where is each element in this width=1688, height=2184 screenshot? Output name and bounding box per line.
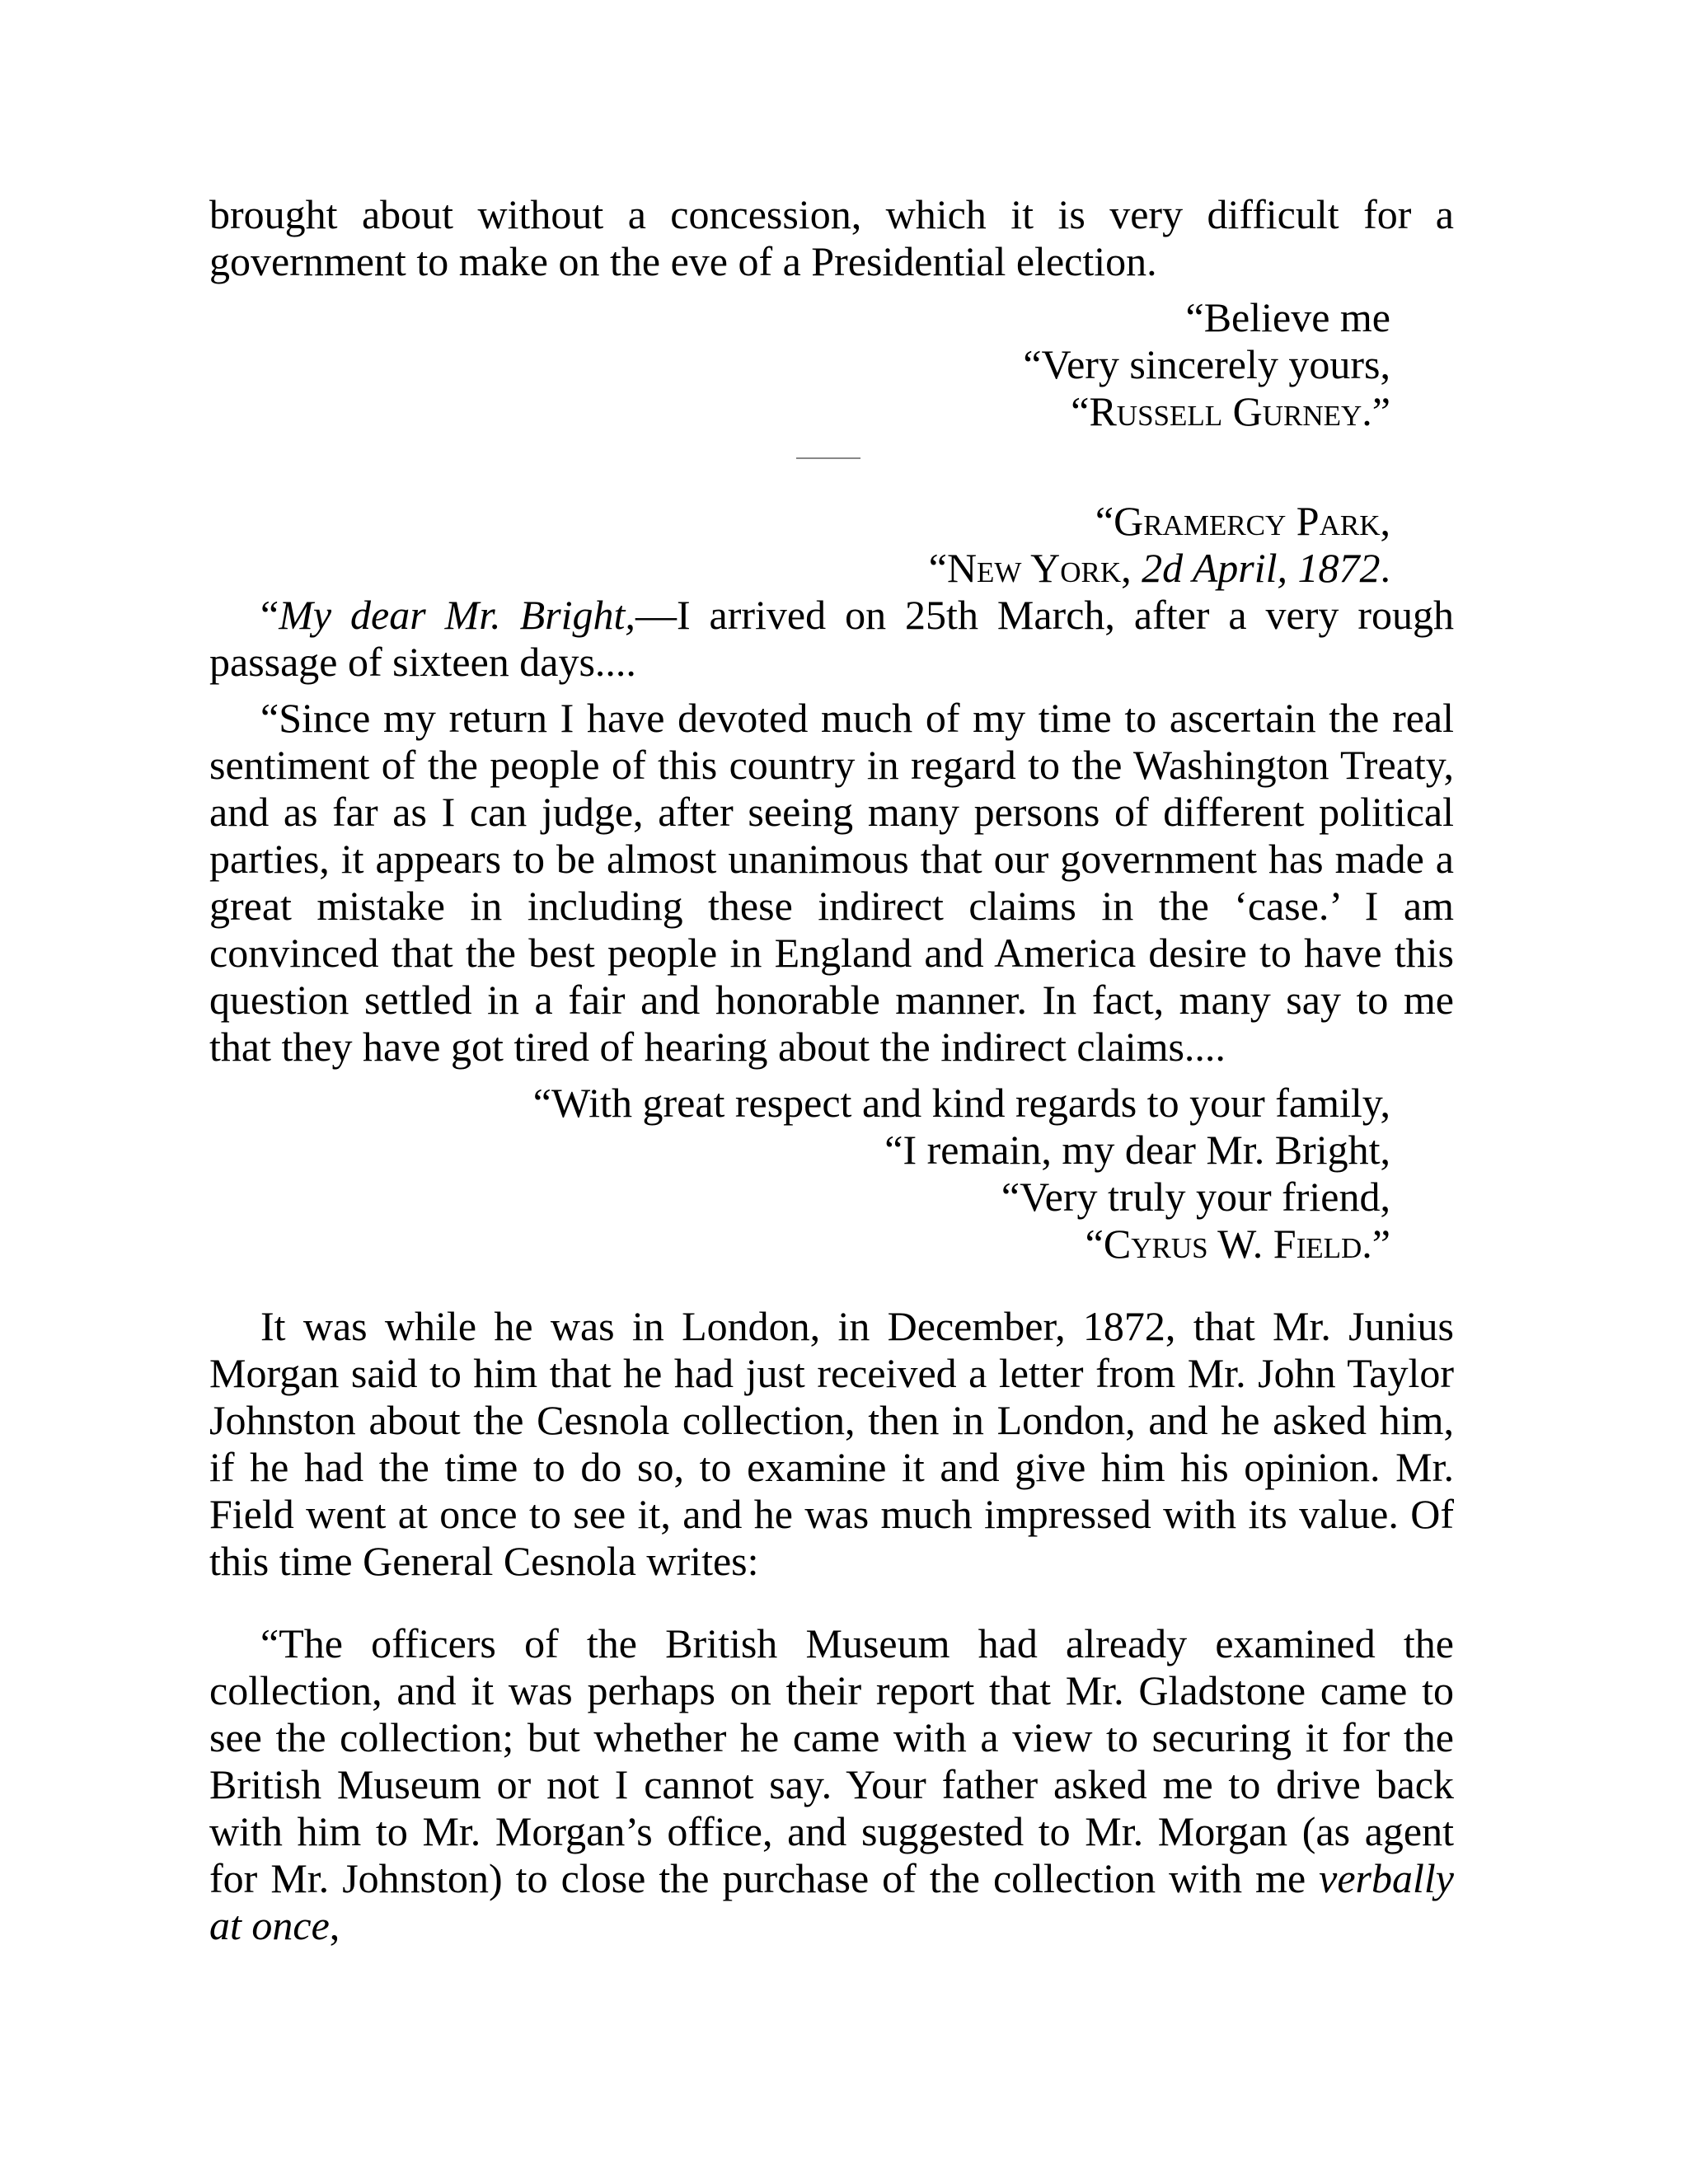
letter-closing	[209, 294, 1454, 341]
letter-paragraph: “Since my return I have devoted much of my time to ascertain the real sentiment of the people of this country in regard to the Washington Treaty, and as far as I can judge, after seeing many persons of different political parties, it appears to be almost unanimous that our government has made a great mistake in including these indirect claims in the ‘case.’ I am convinced that the best people in England and America desire to have this question settled in a fair and honorable manner. In fact, many say to me that they have got tired of hearing about the indirect claims....	[209, 695, 1454, 1070]
closing-line: “I remain, my dear Mr. Bright,	[884, 1127, 1390, 1173]
signature-name: Russell Gurney	[1089, 388, 1362, 434]
letter-closing	[209, 1127, 1454, 1174]
page-content	[209, 191, 1454, 1949]
signature-name: Cyrus W. Field	[1103, 1221, 1362, 1267]
closing-line: “Very truly your friend,	[1001, 1174, 1390, 1220]
punctuation: ,	[1380, 498, 1390, 544]
letter-closing	[209, 1174, 1454, 1221]
narrative-paragraph: It was while he was in London, in December, 1872, that Mr. Junius Morgan said to him that he had just received a letter from Mr. John Taylor Johnston about the Cesnola collection, then in London, and he asked him, if he had the time to do so, to examine it and give him his opinion. Mr. Field went at once to see it, and he was much impressed with its value. Of this time General Cesnola writes:	[209, 1303, 1454, 1584]
letter-closing	[209, 1080, 1454, 1127]
letter-body-end: brought about without a concession, which it is very difficult for a government to make on the eve of a Presidential election.	[209, 191, 1454, 284]
address-line: New York	[946, 545, 1122, 591]
quote-mark: .”	[1362, 388, 1390, 434]
quote-mark: “	[928, 545, 947, 591]
punctuation: .	[1380, 545, 1390, 591]
letter-address	[209, 498, 1454, 545]
emphasis: verbally at once	[209, 1855, 1454, 1948]
closing-line: “With great respect and kind regards to your family,	[532, 1080, 1390, 1126]
section-divider	[796, 457, 860, 459]
punctuation: ,	[1121, 545, 1142, 591]
quote-mark: “	[1085, 1221, 1104, 1267]
quote-mark: “	[1095, 498, 1114, 544]
paragraph-text: “The officers of the British Museum had already examined the collection, and it was perhaps on their report that Mr. Gladstone came to see the collection; but whether he came with a view to securing it for the British Museum or not I cannot say. Your father asked me to drive back with him to Mr. Morgan’s office, and suggested to Mr. Morgan (as agent for Mr. Johnston) to close the purchase of the collection with me	[209, 1620, 1454, 1901]
quoted-paragraph	[209, 1620, 1454, 1949]
salutation: My dear Mr. Bright,	[279, 592, 635, 638]
letter-date: 2d April, 1872	[1142, 545, 1381, 591]
letter-closing	[209, 341, 1454, 388]
address-line: Gramercy Park	[1114, 498, 1381, 544]
letter-paragraph	[209, 592, 1454, 686]
letter-signature	[209, 388, 1454, 435]
closing-line: “Very sincerely yours,	[1023, 341, 1390, 387]
letter-signature	[209, 1221, 1454, 1268]
closing-line: “Believe me	[1185, 294, 1390, 340]
quote-mark: .”	[1362, 1221, 1390, 1267]
quote-mark: “	[1071, 388, 1090, 434]
letter-dateline	[209, 545, 1454, 592]
paragraph-text: —I arrived on 25th March, after a very rough passage of sixteen days....	[209, 592, 1455, 685]
punctuation: ,	[329, 1902, 340, 1948]
quote-mark: “	[260, 592, 279, 638]
